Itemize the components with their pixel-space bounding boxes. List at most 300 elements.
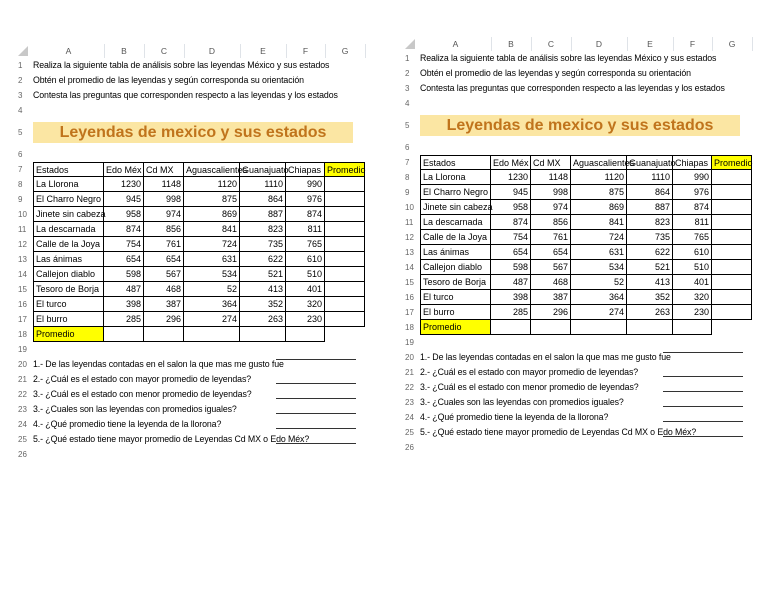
header-cell-promedio[interactable]: Promedio: [712, 155, 752, 170]
value-cell[interactable]: 654: [144, 252, 184, 267]
sheet-row: [405, 215, 745, 230]
value-cell[interactable]: 352: [240, 297, 286, 312]
header-cell[interactable]: Chiapas: [673, 155, 712, 170]
sheet-row: [405, 51, 745, 66]
value-cell[interactable]: 401: [673, 275, 712, 290]
average-cell[interactable]: [712, 275, 752, 290]
sheet-row: [18, 312, 358, 327]
column-header-b[interactable]: B: [104, 44, 145, 58]
value-cell[interactable]: 1148: [531, 170, 571, 185]
value-cell[interactable]: 285: [104, 312, 144, 327]
average-cell[interactable]: [325, 297, 365, 312]
average-cell[interactable]: [325, 312, 365, 327]
sheet-row: [405, 380, 745, 395]
value-cell[interactable]: 487: [104, 282, 144, 297]
row-number[interactable]: 15: [405, 278, 414, 287]
value-cell[interactable]: 735: [627, 230, 673, 245]
value-cell[interactable]: 654: [531, 245, 571, 260]
value-cell[interactable]: 841: [184, 222, 240, 237]
value-cell[interactable]: 387: [144, 297, 184, 312]
instruction-text: Realiza la siguiente tabla de análisis sobre las leyendas México y sus estados: [33, 60, 330, 70]
value-cell[interactable]: 887: [627, 200, 673, 215]
sheet-row: [405, 185, 745, 200]
average-cell[interactable]: [712, 260, 752, 275]
column-header-c[interactable]: C: [531, 37, 572, 51]
row-number[interactable]: 2: [18, 76, 23, 85]
column-header-f[interactable]: F: [673, 37, 713, 51]
row-number[interactable]: 16: [405, 293, 414, 302]
value-cell[interactable]: 468: [531, 275, 571, 290]
header-cell[interactable]: Estados: [33, 162, 104, 177]
value-cell[interactable]: 510: [673, 260, 712, 275]
value-cell[interactable]: 320: [673, 290, 712, 305]
row-number[interactable]: 24: [18, 420, 27, 429]
value-cell[interactable]: 468: [144, 282, 184, 297]
row-number[interactable]: 26: [405, 443, 414, 452]
sheet-row: [405, 395, 745, 410]
column-header-row: [405, 37, 745, 51]
sheet-row: [18, 372, 358, 387]
legend-name-cell[interactable]: La descarnada: [33, 222, 104, 237]
row-number[interactable]: 18: [18, 330, 27, 339]
row-number[interactable]: 20: [18, 360, 27, 369]
legend-name-cell[interactable]: El burro: [33, 312, 104, 327]
answer-line[interactable]: [663, 406, 743, 407]
row-number[interactable]: 20: [405, 353, 414, 362]
average-cell[interactable]: [712, 215, 752, 230]
row-number[interactable]: 14: [405, 263, 414, 272]
value-cell[interactable]: 811: [673, 215, 712, 230]
question-text: 3.- ¿Cuales son las leyendas con promedios iguales?: [420, 397, 624, 407]
question-text: 5.- ¿Qué estado tiene mayor promedio de Leyendas Cd MX o Edo Méx?: [420, 427, 697, 437]
row-number[interactable]: 21: [405, 368, 414, 377]
column-header-g[interactable]: G: [325, 44, 366, 58]
value-cell[interactable]: 622: [240, 252, 286, 267]
header-cell[interactable]: Edo Méx: [491, 155, 531, 170]
average-cell[interactable]: [325, 252, 365, 267]
value-cell[interactable]: 364: [184, 297, 240, 312]
column-header-d[interactable]: D: [184, 44, 241, 58]
row-number[interactable]: 25: [405, 428, 414, 437]
legend-name-cell[interactable]: Callejon diablo: [420, 260, 491, 275]
legend-name-cell[interactable]: El Charro Negro: [420, 185, 491, 200]
value-cell[interactable]: 567: [144, 267, 184, 282]
row-number[interactable]: 23: [18, 405, 27, 414]
column-header-c[interactable]: C: [144, 44, 185, 58]
row-number[interactable]: 10: [18, 210, 27, 219]
sheet-row: [405, 155, 753, 170]
value-cell[interactable]: 521: [627, 260, 673, 275]
value-cell[interactable]: 413: [240, 282, 286, 297]
legend-name-cell[interactable]: Callejon diablo: [33, 267, 104, 282]
average-cell[interactable]: [325, 237, 365, 252]
average-cell[interactable]: [325, 177, 365, 192]
question-text: 3.- ¿Cuales son las leyendas con promedios iguales?: [33, 404, 237, 414]
sheet-row: [18, 357, 358, 372]
value-cell[interactable]: 974: [144, 207, 184, 222]
average-cell[interactable]: [712, 290, 752, 305]
footer-average-cell[interactable]: [184, 327, 240, 342]
column-header-f[interactable]: F: [286, 44, 326, 58]
legend-name-cell[interactable]: Jinete sin cabeza: [420, 200, 491, 215]
header-cell[interactable]: Chiapas: [286, 162, 325, 177]
value-cell[interactable]: 945: [104, 192, 144, 207]
sheet-row: [405, 305, 745, 320]
value-cell[interactable]: 1230: [104, 177, 144, 192]
legend-name-cell[interactable]: El burro: [420, 305, 491, 320]
sheet-row: [18, 73, 358, 88]
answer-line[interactable]: [276, 443, 356, 444]
average-cell[interactable]: [325, 267, 365, 282]
value-cell[interactable]: 875: [571, 185, 627, 200]
row-number[interactable]: 9: [18, 195, 23, 204]
value-cell[interactable]: 724: [571, 230, 627, 245]
sheet-row: [18, 237, 358, 252]
sheet-row: [18, 207, 358, 222]
instruction-text: Contesta las preguntas que corresponden respecto a las leyendas y los estados: [33, 90, 338, 100]
legend-name-cell[interactable]: Calle de la Joya: [33, 237, 104, 252]
legend-name-cell[interactable]: La Llorona: [420, 170, 491, 185]
answer-line[interactable]: [276, 359, 356, 360]
value-cell[interactable]: 52: [571, 275, 627, 290]
column-header-e[interactable]: E: [240, 44, 287, 58]
row-number[interactable]: 6: [18, 150, 23, 159]
legend-name-cell[interactable]: Las ánimas: [420, 245, 491, 260]
value-cell[interactable]: 869: [571, 200, 627, 215]
column-header-b[interactable]: B: [491, 37, 532, 51]
average-cell[interactable]: [325, 192, 365, 207]
footer-promedio-cell[interactable]: Promedio: [420, 320, 491, 335]
question-text: 3.- ¿Cuál es el estado con menor promedio de leyendas?: [420, 382, 639, 392]
value-cell[interactable]: 864: [240, 192, 286, 207]
select-all-corner[interactable]: [18, 46, 28, 56]
value-cell[interactable]: 610: [286, 252, 325, 267]
average-cell[interactable]: [712, 230, 752, 245]
value-cell[interactable]: 864: [627, 185, 673, 200]
column-header-a[interactable]: A: [33, 44, 105, 58]
row-number[interactable]: 1: [405, 54, 410, 63]
row-number[interactable]: 11: [18, 225, 27, 234]
footer-average-cell[interactable]: [144, 327, 184, 342]
row-number[interactable]: 22: [405, 383, 414, 392]
legend-name-cell[interactable]: Las ánimas: [33, 252, 104, 267]
column-header-e[interactable]: E: [627, 37, 674, 51]
value-cell[interactable]: 754: [491, 230, 531, 245]
sheet-row: [18, 222, 358, 237]
value-cell[interactable]: 765: [673, 230, 712, 245]
value-cell[interactable]: 413: [627, 275, 673, 290]
header-cell[interactable]: Guanajuato: [627, 155, 673, 170]
value-cell[interactable]: 521: [240, 267, 286, 282]
value-cell[interactable]: 887: [240, 207, 286, 222]
value-cell[interactable]: 401: [286, 282, 325, 297]
value-cell[interactable]: 296: [531, 305, 571, 320]
row-number[interactable]: 21: [18, 375, 27, 384]
instruction-text: Contesta las preguntas que corresponden respecto a las leyendas y los estados: [420, 83, 725, 93]
sheet-row: [18, 192, 358, 207]
sheet-row: [405, 260, 745, 275]
value-cell[interactable]: 631: [184, 252, 240, 267]
sheet-title-banner: Leyendas de mexico y sus estados: [420, 115, 740, 136]
row-number[interactable]: 17: [405, 308, 414, 317]
sheet-row: [18, 103, 358, 118]
value-cell[interactable]: 958: [104, 207, 144, 222]
value-cell[interactable]: 567: [531, 260, 571, 275]
answer-line[interactable]: [276, 398, 356, 399]
value-cell[interactable]: 654: [104, 252, 144, 267]
answer-line[interactable]: [276, 383, 356, 384]
row-number[interactable]: 17: [18, 315, 27, 324]
row-number[interactable]: 7: [405, 158, 410, 167]
value-cell[interactable]: 274: [571, 305, 627, 320]
question-text: 4.- ¿Qué promedio tiene la leyenda de la llorona?: [33, 419, 222, 429]
value-cell[interactable]: 230: [286, 312, 325, 327]
value-cell[interactable]: 874: [286, 207, 325, 222]
row-number[interactable]: 10: [405, 203, 414, 212]
value-cell[interactable]: 998: [144, 192, 184, 207]
value-cell[interactable]: 856: [531, 215, 571, 230]
value-cell[interactable]: 1110: [240, 177, 286, 192]
value-cell[interactable]: 487: [491, 275, 531, 290]
row-number[interactable]: 9: [405, 188, 410, 197]
value-cell[interactable]: 761: [144, 237, 184, 252]
value-cell[interactable]: 754: [104, 237, 144, 252]
column-header-d[interactable]: D: [571, 37, 628, 51]
sheet-row: [18, 118, 358, 147]
average-cell[interactable]: [712, 245, 752, 260]
row-number[interactable]: 14: [18, 270, 27, 279]
average-cell[interactable]: [325, 207, 365, 222]
value-cell[interactable]: 510: [286, 267, 325, 282]
row-number[interactable]: 5: [405, 121, 410, 130]
value-cell[interactable]: 263: [240, 312, 286, 327]
sheet-row: [405, 440, 745, 452]
row-number[interactable]: 19: [405, 338, 414, 347]
row-number[interactable]: 4: [18, 106, 23, 115]
value-cell[interactable]: 598: [104, 267, 144, 282]
value-cell[interactable]: 534: [184, 267, 240, 282]
value-cell[interactable]: 990: [286, 177, 325, 192]
footer-average-cell[interactable]: [104, 327, 144, 342]
row-number[interactable]: 12: [405, 233, 414, 242]
column-header-a[interactable]: A: [420, 37, 492, 51]
value-cell[interactable]: 534: [571, 260, 627, 275]
value-cell[interactable]: 869: [184, 207, 240, 222]
value-cell[interactable]: 874: [104, 222, 144, 237]
value-cell[interactable]: 990: [673, 170, 712, 185]
row-number[interactable]: 6: [405, 143, 410, 152]
select-all-corner[interactable]: [405, 39, 415, 49]
row-number[interactable]: 1: [18, 61, 23, 70]
sheet-row: [18, 267, 358, 282]
value-cell[interactable]: 945: [491, 185, 531, 200]
value-cell[interactable]: 811: [286, 222, 325, 237]
footer-average-cell[interactable]: [531, 320, 571, 335]
sheet-row: [405, 290, 745, 305]
row-number[interactable]: 8: [18, 180, 23, 189]
footer-promedio-cell[interactable]: Promedio: [33, 327, 104, 342]
header-cell[interactable]: Edo Méx: [104, 162, 144, 177]
value-cell[interactable]: 724: [184, 237, 240, 252]
header-cell[interactable]: Estados: [420, 155, 491, 170]
sheet-row: [405, 365, 745, 380]
value-cell[interactable]: 274: [184, 312, 240, 327]
legend-name-cell[interactable]: La descarnada: [420, 215, 491, 230]
question-text: 4.- ¿Qué promedio tiene la leyenda de la llorona?: [420, 412, 609, 422]
row-number[interactable]: 5: [18, 128, 23, 137]
average-cell[interactable]: [712, 305, 752, 320]
value-cell[interactable]: 654: [491, 245, 531, 260]
question-text: 5.- ¿Qué estado tiene mayor promedio de Leyendas Cd MX o Edo Méx?: [33, 434, 310, 444]
header-cell[interactable]: Aguascalientes: [184, 162, 240, 177]
value-cell[interactable]: 263: [627, 305, 673, 320]
answer-line[interactable]: [663, 436, 743, 437]
average-cell[interactable]: [325, 282, 365, 297]
question-text: 1.- De las leyendas contadas en el salon la que mas me gusto fue: [33, 359, 284, 369]
spreadsheet-right[interactable]: [405, 37, 753, 452]
value-cell[interactable]: 1148: [144, 177, 184, 192]
footer-average-cell[interactable]: [627, 320, 673, 335]
value-cell[interactable]: 52: [184, 282, 240, 297]
row-number[interactable]: 11: [405, 218, 414, 227]
footer-average-cell[interactable]: [240, 327, 286, 342]
column-header-row: [18, 44, 358, 58]
value-cell[interactable]: 841: [571, 215, 627, 230]
row-number[interactable]: 12: [18, 240, 27, 249]
row-number[interactable]: 19: [18, 345, 27, 354]
average-cell[interactable]: [325, 222, 365, 237]
value-cell[interactable]: 230: [673, 305, 712, 320]
row-number[interactable]: 8: [405, 173, 410, 182]
row-number[interactable]: 3: [405, 84, 410, 93]
value-cell[interactable]: 976: [673, 185, 712, 200]
value-cell[interactable]: 856: [144, 222, 184, 237]
sheet-row: [18, 88, 358, 103]
answer-line[interactable]: [663, 391, 743, 392]
footer-average-cell[interactable]: [286, 327, 325, 342]
sheet-row: [405, 81, 745, 96]
answer-line[interactable]: [276, 413, 356, 414]
footer-average-cell[interactable]: [491, 320, 531, 335]
value-cell[interactable]: 958: [491, 200, 531, 215]
answer-line[interactable]: [663, 421, 743, 422]
value-cell[interactable]: 320: [286, 297, 325, 312]
value-cell[interactable]: 631: [571, 245, 627, 260]
legend-name-cell[interactable]: Calle de la Joya: [420, 230, 491, 245]
row-number[interactable]: 13: [405, 248, 414, 257]
average-cell[interactable]: [712, 200, 752, 215]
legend-name-cell[interactable]: El turco: [420, 290, 491, 305]
row-number[interactable]: 22: [18, 390, 27, 399]
legend-name-cell[interactable]: La Llorona: [33, 177, 104, 192]
value-cell[interactable]: 823: [240, 222, 286, 237]
sheet-row: [18, 327, 358, 342]
sheet-row: [405, 275, 745, 290]
row-number[interactable]: 13: [18, 255, 27, 264]
value-cell[interactable]: 1230: [491, 170, 531, 185]
value-cell[interactable]: 1120: [571, 170, 627, 185]
value-cell[interactable]: 735: [240, 237, 286, 252]
value-cell[interactable]: 1110: [627, 170, 673, 185]
row-number[interactable]: 16: [18, 300, 27, 309]
row-number[interactable]: 7: [18, 165, 23, 174]
row-number[interactable]: 2: [405, 69, 410, 78]
row-number[interactable]: 4: [405, 99, 410, 108]
footer-average-cell[interactable]: [571, 320, 627, 335]
answer-line[interactable]: [663, 352, 743, 353]
header-cell[interactable]: Cd MX: [144, 162, 184, 177]
footer-average-cell[interactable]: [673, 320, 712, 335]
value-cell[interactable]: 598: [491, 260, 531, 275]
value-cell[interactable]: 761: [531, 230, 571, 245]
row-number[interactable]: 23: [405, 398, 414, 407]
value-cell[interactable]: 610: [673, 245, 712, 260]
sheet-row: [18, 297, 358, 312]
sheet-row: [18, 252, 358, 267]
value-cell[interactable]: 364: [571, 290, 627, 305]
sheet-row: [405, 425, 745, 440]
legend-name-cell[interactable]: Tesoro de Borja: [420, 275, 491, 290]
row-number[interactable]: 18: [405, 323, 414, 332]
header-cell[interactable]: Guanajuato: [240, 162, 286, 177]
header-cell[interactable]: Cd MX: [531, 155, 571, 170]
legend-name-cell[interactable]: Tesoro de Borja: [33, 282, 104, 297]
sheet-row: [18, 162, 366, 177]
legend-name-cell[interactable]: El turco: [33, 297, 104, 312]
spreadsheet-left[interactable]: [18, 44, 366, 459]
row-number[interactable]: 24: [405, 413, 414, 422]
value-cell[interactable]: 976: [286, 192, 325, 207]
sheet-row: [18, 432, 358, 447]
sheet-row: [18, 417, 358, 432]
header-cell-promedio[interactable]: Promedio: [325, 162, 365, 177]
question-text: 1.- De las leyendas contadas en el salon la que mas me gusto fue: [420, 352, 671, 362]
sheet-row: [18, 147, 358, 162]
value-cell[interactable]: 398: [491, 290, 531, 305]
legend-name-cell[interactable]: El Charro Negro: [33, 192, 104, 207]
value-cell[interactable]: 874: [491, 215, 531, 230]
row-number[interactable]: 26: [18, 450, 27, 459]
header-cell[interactable]: Aguascalientes: [571, 155, 627, 170]
value-cell[interactable]: 296: [144, 312, 184, 327]
value-cell[interactable]: 998: [531, 185, 571, 200]
legend-name-cell[interactable]: Jinete sin cabeza: [33, 207, 104, 222]
column-header-g[interactable]: G: [712, 37, 753, 51]
value-cell[interactable]: 823: [627, 215, 673, 230]
value-cell[interactable]: 874: [673, 200, 712, 215]
average-cell[interactable]: [712, 185, 752, 200]
row-number[interactable]: 3: [18, 91, 23, 100]
sheet-row: [405, 200, 745, 215]
value-cell[interactable]: 398: [104, 297, 144, 312]
value-cell[interactable]: 875: [184, 192, 240, 207]
row-number[interactable]: 25: [18, 435, 27, 444]
value-cell[interactable]: 974: [531, 200, 571, 215]
sheet-title-banner: Leyendas de mexico y sus estados: [33, 122, 353, 143]
value-cell[interactable]: 622: [627, 245, 673, 260]
value-cell[interactable]: 352: [627, 290, 673, 305]
average-cell[interactable]: [712, 170, 752, 185]
value-cell[interactable]: 1120: [184, 177, 240, 192]
answer-line[interactable]: [663, 376, 743, 377]
sheet-row: [405, 410, 745, 425]
value-cell[interactable]: 387: [531, 290, 571, 305]
answer-line[interactable]: [276, 428, 356, 429]
sheet-row: [405, 245, 745, 260]
value-cell[interactable]: 285: [491, 305, 531, 320]
value-cell[interactable]: 765: [286, 237, 325, 252]
row-number[interactable]: 15: [18, 285, 27, 294]
